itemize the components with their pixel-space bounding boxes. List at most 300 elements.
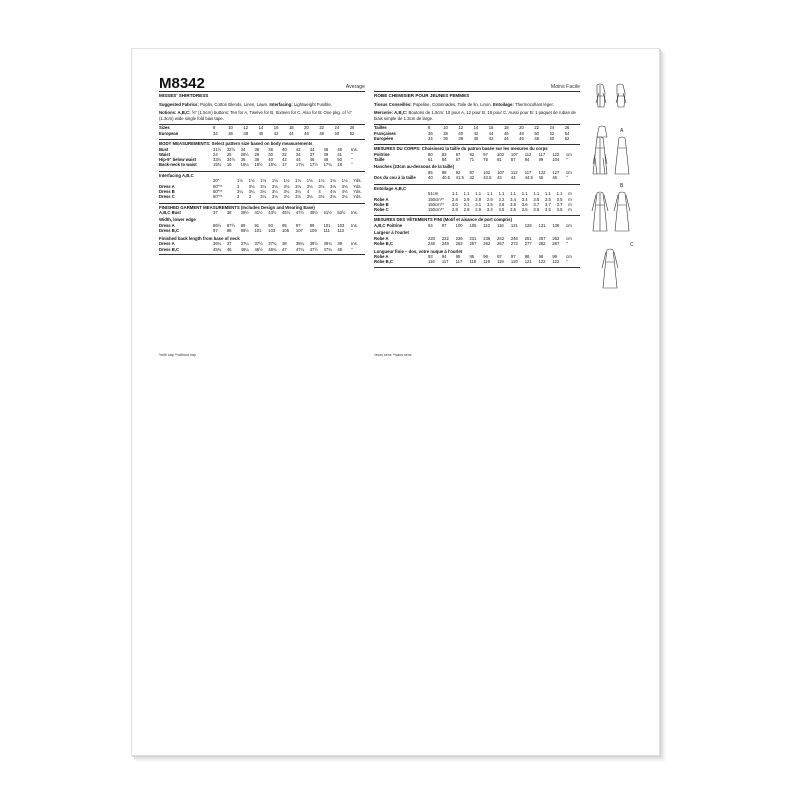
table-cell: 76 (483, 157, 488, 163)
table-cell: 2.8 (452, 207, 458, 213)
table-cell: 51½ (323, 210, 332, 216)
table-cell: 45 (538, 175, 544, 181)
table-cell: 117 (455, 259, 463, 265)
table-cell: 3.5 (510, 207, 516, 213)
table-cell: 3⅛ (283, 183, 290, 189)
notions-text: Notions: A,B,C: ⅝" (1.5cm) buttons: Ten for A, Twelve for B, Sixteen for C. Also for B: One pkg. of ½" (1.3cm) wide single fold bias tape. (159, 110, 353, 121)
table-cell: 96 (483, 254, 488, 260)
table-cell: 34 (295, 151, 301, 157)
table-cell: 86½ (213, 223, 222, 229)
table-cell: 282 (538, 241, 546, 247)
table-cell: 44.5 (524, 175, 533, 181)
table-cell: 17¼ (295, 162, 305, 168)
table-cell: 12 (243, 125, 249, 131)
table-cell: 16¼ (240, 162, 249, 168)
table-cell: 36 (228, 130, 233, 136)
table-cell: 39½ (240, 210, 249, 216)
view-c-label: C (630, 242, 634, 248)
row-label: Françaises (374, 130, 396, 136)
row-label: Bust (159, 146, 169, 152)
table-cell: 89 (240, 223, 246, 229)
table-cell: 3.5 (498, 207, 505, 213)
table-cell: 32½ (226, 146, 235, 152)
table-cell: 103 (337, 223, 345, 229)
table-cell: 26 (564, 125, 570, 131)
table-cell: 42 (295, 146, 301, 152)
table-cell: 50 (334, 130, 340, 136)
table-cell: 107 (510, 151, 518, 157)
table-cell: 3.6 (498, 201, 505, 207)
table-cell: 38 (243, 130, 249, 136)
table-cell: 3.2 (498, 196, 505, 202)
row-width: 51cm (428, 191, 439, 197)
table-row (159, 210, 365, 215)
table-cell: " (351, 151, 353, 157)
table-cell: 48 (534, 135, 539, 141)
row-label: Taille (374, 157, 385, 163)
table-cell: 12 (458, 125, 464, 131)
table-cell: 25 (226, 151, 232, 157)
table-cell: 3 (237, 183, 240, 189)
table-cell: 231 (469, 235, 477, 241)
table-cell: 87 (510, 157, 516, 163)
table-cell: 3.4 (486, 207, 493, 213)
table-cell: Yds. (353, 194, 362, 200)
table-cell: 99 (309, 223, 315, 229)
table-cell: 1⅛ (330, 178, 336, 184)
table-row (159, 228, 365, 233)
table-cell: 1⅛ (318, 178, 325, 184)
table-cell: 277 (524, 241, 532, 247)
row-width: 150cm** (428, 201, 444, 207)
table-cell: 4 (306, 188, 310, 194)
table-cell: " (351, 246, 353, 252)
finished-measurements-heading: FINISHED GARMENT MEASUREMENTS (Includes Design and Wearing Ease) (159, 203, 365, 211)
view-a-illustration (587, 79, 647, 126)
table-cell: 97 (483, 151, 488, 157)
table-cell: 97 (510, 254, 516, 260)
row-label: A,B,C Bust (159, 210, 181, 216)
table-cell: 43½ (268, 210, 277, 216)
interfacing-table-fr (374, 191, 580, 212)
table-cell: 267 (497, 241, 505, 247)
table-cell: " (351, 162, 353, 168)
table-cell: 47½ (295, 210, 305, 216)
table-cell: 48 (337, 246, 342, 252)
table-cell: 16 (488, 125, 494, 131)
table-cell: 1⅛ (341, 178, 348, 184)
row-label: Dress A (159, 183, 175, 189)
table-cell: 3.5 (556, 196, 563, 202)
notions-text-fr: Mercerie: A,B,C: Boutons de 1.5cm: 10 pour A, 12 pour B, 16 pour C. Aussi pour B: 1 paquet de ruban de biais simple de 1.3cm de large. (374, 110, 576, 121)
table-cell: 1⅛ (295, 178, 301, 184)
table-cell: 16 (226, 162, 232, 168)
table-cell: 38 (226, 210, 232, 216)
table-cell: 122 (538, 170, 546, 176)
table-cell: 93 (428, 254, 433, 260)
table-cell: 100 (455, 223, 463, 229)
row-label: Robe A (374, 254, 389, 260)
table-cell: 97 (497, 254, 502, 260)
row-label: Robe B (374, 201, 389, 207)
table-cell: 3⅛ (248, 183, 255, 189)
table-cell: 2.9 (475, 196, 482, 202)
table-cell: 48 (519, 130, 524, 136)
table-cell: 117 (441, 259, 449, 265)
table-cell: 24 (334, 125, 340, 131)
table-cell: 98 (538, 254, 544, 260)
table-cell: 3.7 (545, 201, 551, 207)
dress-b-sketch (587, 134, 647, 194)
interfacing-heading-fr: Entoilage A,B,C (374, 184, 580, 192)
table-cell: 3.1 (475, 201, 482, 207)
table-cell: 48 (337, 146, 342, 152)
width-heading-fr: Largeur à l'ourlet (374, 230, 409, 236)
pattern-title-fr: ROBE CHEMISIER POUR JEUNES FEMMES (374, 93, 470, 98)
table-cell: 38½ (309, 241, 318, 247)
table-cell: 122 (538, 259, 546, 265)
pattern-title: MISSES' SHIRTDRESS (159, 93, 209, 98)
table-cell: 3⅛ (260, 183, 267, 189)
interfacing-heading: Interfacing A,B,C (159, 171, 365, 179)
table-cell: 40 (258, 130, 264, 136)
table-cell: 112 (510, 170, 518, 176)
table-cell: 38 (268, 146, 273, 152)
finished-bust-table-fr (374, 223, 580, 228)
table-cell: 37 (226, 241, 232, 247)
table-cell: 105 (469, 223, 477, 229)
row-width: 60"** (213, 183, 223, 189)
table-cell: 1.1 (486, 191, 493, 197)
table-cell: 53½ (337, 210, 346, 216)
table-cell: 30 (268, 151, 273, 157)
length-table-fr (374, 254, 580, 265)
table-cell: 42 (469, 175, 475, 181)
table-cell: 41 (337, 151, 342, 157)
table-cell: 3¼ (271, 188, 278, 194)
table-cell: 3.7 (533, 201, 540, 207)
finished-bust-table (159, 210, 365, 215)
table-cell: " (351, 228, 353, 234)
table-cell: 46 (309, 157, 315, 163)
table-cell: 101 (254, 228, 262, 234)
table-cell: 46 (304, 130, 309, 136)
table-cell: 45½ (282, 210, 291, 216)
table-cell: 50 (534, 130, 539, 136)
table-cell: 118 (469, 259, 477, 265)
row-label: Dress B (159, 188, 175, 194)
table-cell: 99 (552, 254, 557, 260)
table-cell: 97 (469, 170, 475, 176)
table-cell: Ins. (351, 223, 358, 229)
fabrics-text: Suggested Fabrics: Poplin, Cotton Blends, Linen, Lawn. Interfacing: Lightweight Fusible. (159, 101, 332, 107)
table-cell: 34 (428, 135, 433, 141)
table-row (374, 223, 580, 228)
table-cell: 95 (282, 223, 287, 229)
length-table (159, 241, 365, 252)
table-cell: Ins. (351, 210, 358, 216)
table-cell: 95 (455, 254, 461, 260)
row-width: 60"** (213, 188, 223, 194)
row-label: Dress A (159, 223, 175, 229)
table-cell: 131 (538, 223, 546, 229)
table-cell: 104 (552, 157, 560, 163)
table-cell: 18 (288, 125, 294, 131)
table-cell: 52 (349, 130, 355, 136)
table-cell: 37¼ (240, 241, 249, 247)
table-cell: 127 (552, 170, 560, 176)
table-cell: 46 (323, 146, 329, 152)
table-cell: 46 (503, 130, 509, 136)
table-cell: 44 (503, 135, 509, 141)
table-cell: 15¾ (213, 162, 222, 168)
table-cell: 42 (488, 135, 494, 141)
table-cell: 46 (226, 246, 232, 252)
view-illustrations (587, 79, 647, 299)
table-cell: 88 (441, 170, 447, 176)
table-cell: 34 (240, 146, 246, 152)
table-cell: 10 (443, 125, 448, 131)
table-cell: 91 (254, 223, 260, 229)
table-cell: 22 (534, 125, 539, 131)
row-label: Dos du cou à la taille (374, 175, 416, 181)
table-cell: 36 (254, 146, 260, 152)
size-table-fr (374, 125, 580, 141)
table-cell: 52 (564, 135, 570, 141)
table-cell: 287 (552, 241, 560, 247)
table-cell: 242 (497, 235, 505, 241)
table-cell: 117 (538, 151, 546, 157)
table-cell: 136 (552, 223, 560, 229)
table-row (374, 241, 580, 246)
table-cell: 33½ (213, 157, 222, 163)
width-table-fr (374, 236, 580, 247)
table-cell: 107 (497, 170, 505, 176)
table-cell: 26 (349, 125, 355, 131)
table-cell: 41.5 (455, 175, 464, 181)
table-cell: Yds. (353, 188, 362, 194)
table-cell: 47¾ (323, 246, 332, 252)
table-cell: 20 (304, 125, 309, 131)
table-cell: 37½ (254, 241, 263, 247)
table-cell: 121 (510, 223, 518, 229)
table-cell: 126 (524, 223, 532, 229)
table-cell: 122 (552, 259, 560, 265)
table-cell: 46 (519, 135, 524, 141)
table-cell: 3.5 (556, 207, 563, 213)
table-cell: 1.1 (556, 191, 563, 197)
table-cell: 52 (549, 130, 555, 136)
table-cell: Ins. (351, 241, 358, 247)
table-cell: 1⅛ (248, 178, 255, 184)
table-cell: 38 (458, 135, 464, 141)
table-cell: cm (566, 223, 572, 229)
table-cell: 94 (441, 254, 447, 260)
french-column (374, 76, 580, 268)
table-cell: 44 (309, 146, 315, 152)
french-footnote: *avec sens **sans sens (374, 353, 412, 357)
row-label: Dress B,C (159, 228, 180, 234)
table-cell: cm (566, 254, 572, 260)
table-cell: 87½ (226, 223, 235, 229)
table-cell: 2.9 (463, 196, 470, 202)
table-cell: 38 (443, 130, 448, 136)
table-cell: 37¾ (268, 241, 277, 247)
table-cell: 26½ (240, 151, 249, 157)
table-cell: 117 (524, 170, 532, 176)
table-cell: 97 (441, 223, 447, 229)
table-cell: 272 (510, 241, 518, 247)
table-cell: 92 (469, 151, 475, 157)
table-cell: 32 (282, 151, 287, 157)
row-width: 20" (213, 178, 220, 184)
pattern-number: M8342 (159, 75, 205, 92)
table-cell: 4⅛ (330, 188, 336, 194)
table-cell: 3⅛ (271, 183, 278, 189)
table-cell: 119 (497, 259, 504, 265)
table-cell: m (568, 207, 572, 213)
table-cell: 3.5 (521, 207, 528, 213)
table-cell: Yds. (353, 183, 362, 189)
row-label: Dress C (159, 194, 175, 200)
table-cell: 47¼ (295, 246, 305, 252)
table-cell: 251 (524, 235, 532, 241)
table-cell: 3.5 (533, 196, 540, 202)
table-cell: 41½ (254, 210, 263, 216)
table-cell: 1.1 (510, 191, 516, 197)
table-cell: 45¾ (213, 246, 222, 252)
table-cell: 46¾ (268, 246, 277, 252)
row-label: Dress B,C (159, 246, 180, 252)
row-width: 150cm** (428, 196, 444, 202)
row-label: A,B,C Poitrine (374, 223, 403, 229)
table-cell: 3¼ (283, 188, 290, 194)
table-cell: 71 (469, 157, 475, 163)
table-cell: 110 (483, 223, 490, 229)
hip-heading-fr: Hanches (23cm au-dessous de la taille) (374, 164, 455, 170)
table-cell: 1.1 (463, 191, 470, 197)
table-cell: 44 (510, 175, 516, 181)
view-b-label: B (620, 183, 624, 189)
table-cell: 109 (309, 228, 317, 234)
table-cell: 38 (282, 241, 287, 247)
table-cell: 44 (295, 157, 301, 163)
table-cell: 61 (428, 157, 433, 163)
table-cell: 46½ (254, 246, 263, 252)
row-label: Sizes (159, 125, 170, 131)
table-cell: 253 (455, 241, 463, 247)
table-cell: Yds. (353, 178, 362, 184)
table-cell: 43 (497, 175, 502, 181)
table-cell: 226 (455, 235, 463, 241)
table-cell: 3⅛ (260, 194, 267, 200)
table-cell: 92 (455, 170, 461, 176)
row-label: Robe C (374, 207, 389, 213)
table-cell: " (566, 259, 568, 265)
dress-a-sketch (587, 79, 647, 139)
view-a-label: A (620, 128, 624, 134)
table-cell: 119 (483, 259, 490, 265)
table-cell: 1.1 (452, 191, 458, 197)
english-column (159, 76, 365, 255)
table-cell: cm (566, 170, 572, 176)
table-cell: 2.8 (463, 207, 470, 213)
table-cell: 1.1 (533, 191, 540, 197)
table-cell: 14 (258, 125, 264, 131)
body-measurements-table-fr (374, 152, 580, 163)
table-cell: 8 (213, 125, 216, 131)
table-cell: 44 (288, 130, 294, 136)
table-cell: 83 (441, 151, 447, 157)
table-cell: 37 (309, 151, 315, 157)
row-label: Tailles (374, 125, 387, 131)
table-cell: 22 (319, 125, 324, 131)
dress-c-back-sketch (587, 244, 647, 304)
table-cell: 97 (295, 223, 301, 229)
table-row (374, 259, 580, 264)
table-cell: 18 (337, 162, 342, 168)
table-cell: 3 (237, 194, 240, 200)
row-label: Robe B,C (374, 241, 393, 247)
table-cell: 1.1 (521, 191, 528, 197)
table-cell: 101 (323, 223, 331, 229)
table-cell: 17¾ (323, 162, 332, 168)
table-cell: 34 (213, 130, 218, 136)
row-label: Waist (159, 151, 171, 157)
body-measurements-table (159, 147, 365, 168)
row-label: Robe B,C (374, 259, 393, 265)
length-heading: Finished back length from base of neck (159, 235, 240, 241)
table-cell: 38 (254, 157, 260, 163)
table-cell: 1.1 (475, 191, 482, 197)
view-c-extra (587, 244, 647, 291)
table-cell: 36 (240, 157, 246, 163)
table-cell: 3¼ (295, 188, 301, 194)
table-cell: 46¼ (240, 246, 249, 252)
width-heading: Width, lower edge (159, 217, 196, 223)
table-cell: 37 (213, 210, 218, 216)
table-cell: 97 (213, 228, 218, 234)
table-cell: m (568, 201, 572, 207)
table-cell: 17½ (309, 162, 318, 168)
table-cell: 47½ (309, 246, 318, 252)
table-cell: 42 (282, 157, 287, 163)
table-cell: 3⅛ (271, 194, 278, 200)
table-cell: 4 (318, 188, 321, 194)
table-cell: 107 (295, 228, 303, 234)
table-cell: 18 (503, 125, 509, 131)
table-cell: 16¾ (268, 162, 277, 168)
table-cell: 8 (428, 125, 431, 131)
table-cell: " (351, 157, 353, 163)
length-heading-fr: Longueur finie – dos, votre nuque à l'ourlet (374, 248, 463, 254)
table-row (159, 131, 365, 136)
table-cell: 20 (519, 125, 524, 131)
table-cell: 4⅛ (341, 188, 348, 194)
table-cell: 222 (441, 235, 449, 241)
table-cell: 3¼ (260, 188, 267, 194)
english-header (159, 76, 365, 92)
table-cell: 1⅛ (260, 178, 267, 184)
table-cell: 3.4 (521, 196, 528, 202)
table-cell: 1⅛ (306, 178, 313, 184)
table-cell: 120 (510, 259, 518, 265)
table-cell: 1.1 (498, 191, 505, 197)
table-cell: 246 (428, 241, 435, 247)
body-measurements-heading-fr: MESURES DU CORPS: Choisissez la taille du patron basée sur les mesures du corps (374, 144, 580, 152)
table-cell: 40 (458, 130, 464, 136)
table-cell: 64 (441, 157, 447, 163)
